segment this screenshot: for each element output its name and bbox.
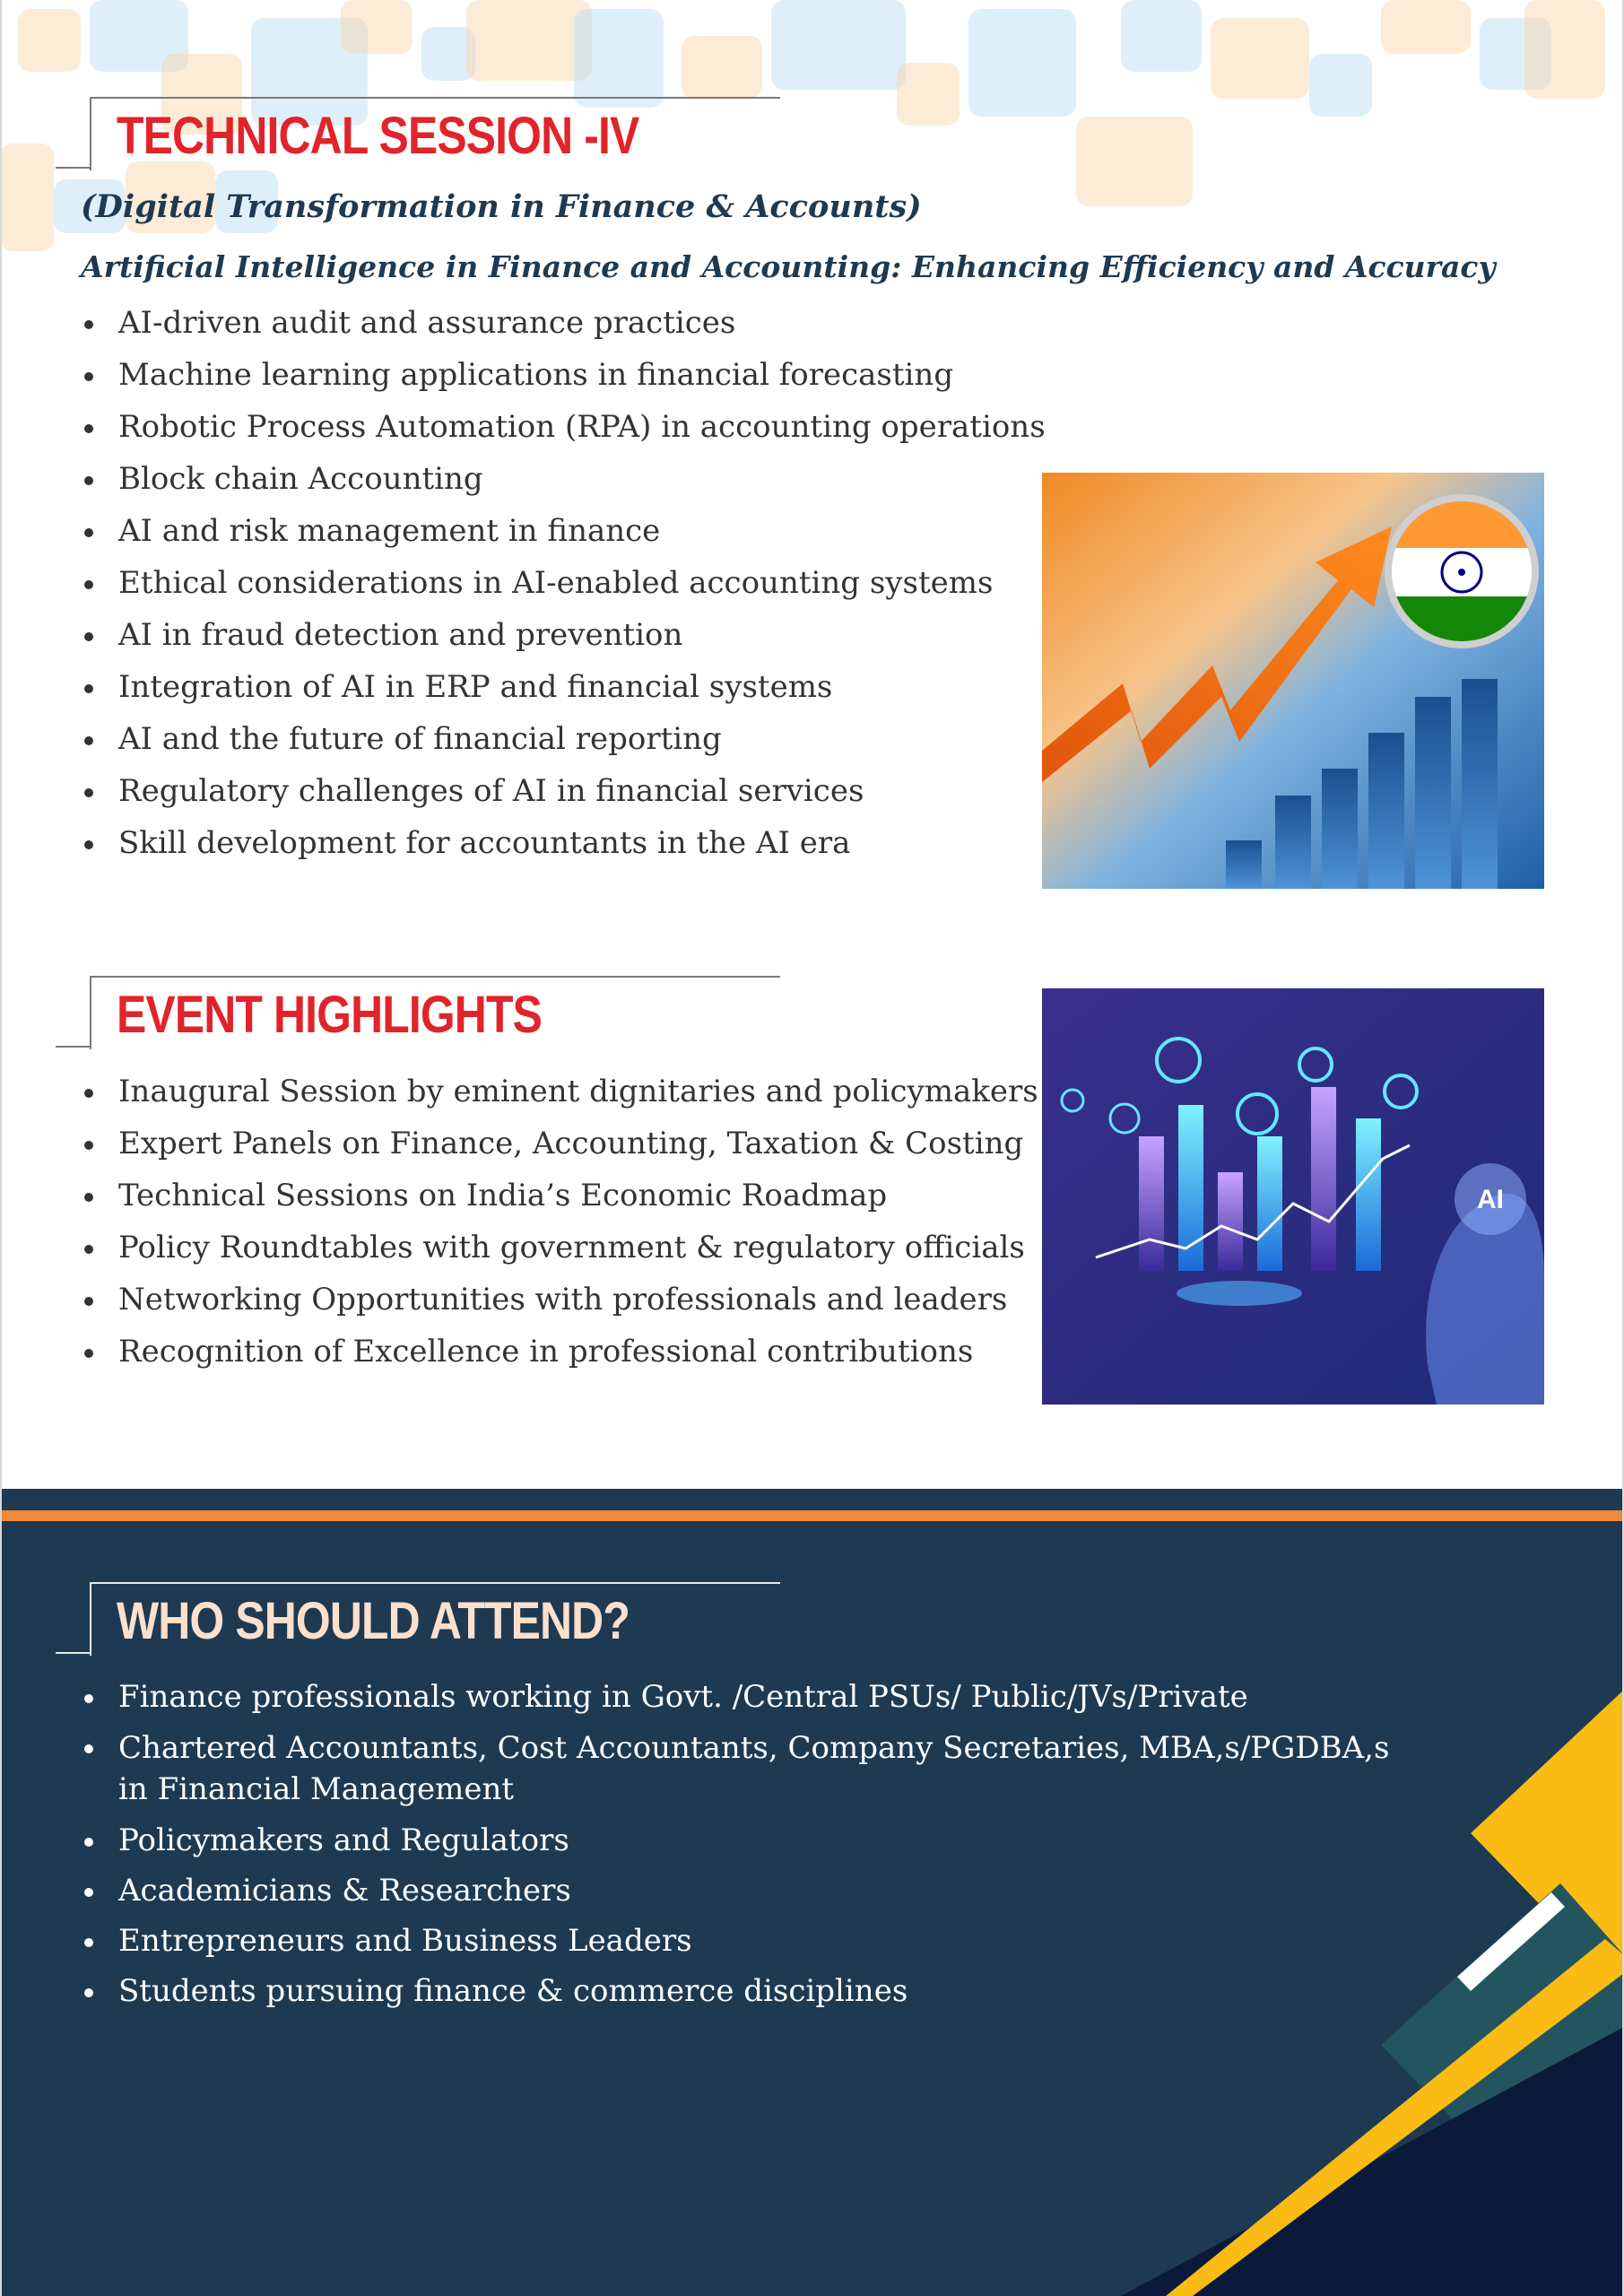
list-item: Recognition of Excellence in professional contributions <box>81 1332 1038 1371</box>
growth-chart-illustration <box>1042 473 1544 889</box>
list-item: Policy Roundtables with government & regulatory officials <box>81 1228 1038 1267</box>
event-highlights-list <box>81 1072 1038 1371</box>
list-item: Robotic Process Automation (RPA) in accounting operations <box>81 407 1046 447</box>
heading-bracket-foot <box>56 1652 91 1654</box>
list-item: Regulatory challenges of AI in financial services <box>81 771 1046 811</box>
list-item: AI and the future of financial reporting <box>81 719 1046 759</box>
technical-session-heading: TECHNICAL SESSION -IV <box>117 107 639 165</box>
list-item: AI and risk management in finance <box>81 511 1046 551</box>
list-item: Skill development for accountants in the AI era <box>81 823 1046 863</box>
heading-bracket-foot <box>56 167 91 169</box>
technical-session-topic-list <box>81 303 1046 863</box>
ai-label: AI <box>1477 1185 1504 1214</box>
who-should-attend-heading-block <box>54 1582 789 1657</box>
list-item: Machine learning applications in financial forecasting <box>81 355 1046 395</box>
list-item: Integration of AI in ERP and financial systems <box>81 667 1046 707</box>
list-item: AI-driven audit and assurance practices <box>81 303 1046 343</box>
list-item: Finance professionals working in Govt. /Central PSUs/ Public/JVs/Private <box>81 1677 1392 1717</box>
list-item: Academicians & Researchers <box>81 1871 1392 1910</box>
event-highlights-heading-block <box>54 976 789 1051</box>
technical-session-heading-block <box>54 97 789 172</box>
heading-bracket-foot <box>56 1046 91 1048</box>
event-highlights-heading: EVENT HIGHLIGHTS <box>117 986 542 1044</box>
ai-chart-illustration <box>1042 988 1544 1405</box>
list-item: Policymakers and Regulators <box>81 1821 1392 1860</box>
list-item: Ethical considerations in AI-enabled accounting systems <box>81 563 1046 603</box>
technical-session-subtitle: (Digital Transformation in Finance & Accounts) <box>81 188 922 225</box>
who-should-attend-section <box>0 1489 1624 2296</box>
list-item: Expert Panels on Finance, Accounting, Taxation & Costing <box>81 1124 1038 1163</box>
list-item: Networking Opportunities with professionals and leaders <box>81 1280 1038 1319</box>
list-item: AI in fraud detection and prevention <box>81 615 1046 655</box>
list-item: Block chain Accounting <box>81 459 1046 499</box>
ai-finance-chart-image <box>1042 988 1544 1405</box>
who-should-attend-list <box>81 1677 1392 2011</box>
list-item: Students pursuing finance & commerce disciplines <box>81 1971 1392 2011</box>
who-should-attend-heading: WHO SHOULD ATTEND? <box>117 1592 630 1650</box>
technical-session-theme: Artificial Intelligence in Finance and Accounting: Enhancing Efficiency and Accuracy <box>81 249 1496 284</box>
growth-arrow-india-flag-image <box>1042 473 1544 889</box>
list-item: Technical Sessions on India’s Economic Roadmap <box>81 1176 1038 1215</box>
list-item: Entrepreneurs and Business Leaders <box>81 1921 1392 1961</box>
list-item: Inaugural Session by eminent dignitaries and policymakers <box>81 1072 1038 1111</box>
list-item: Chartered Accountants, Cost Accountants, Company Secretaries, MBA,s/PGDBA,s in Financial Management <box>81 1727 1392 1810</box>
